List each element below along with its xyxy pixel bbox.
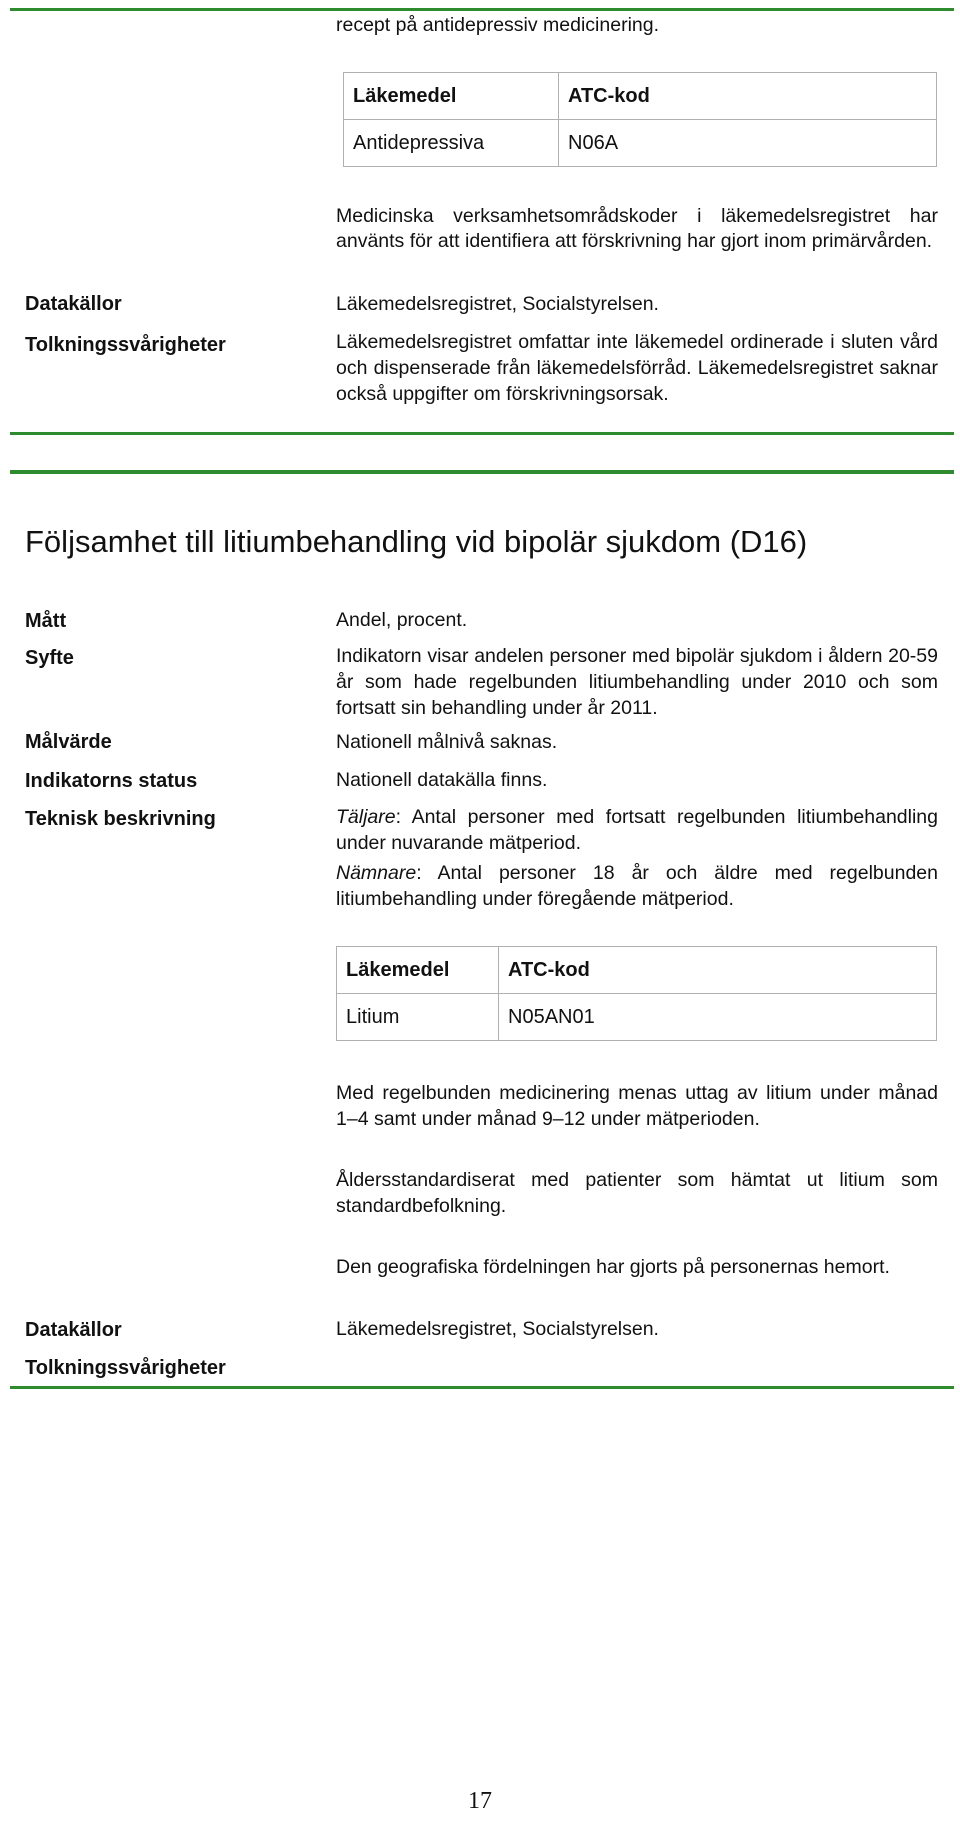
malvarde-label: Målvärde bbox=[25, 731, 112, 753]
table-cell: N06A bbox=[559, 120, 937, 167]
section-end-rule bbox=[10, 1386, 954, 1389]
table-cell: Litium bbox=[337, 994, 499, 1041]
medicinering-paragraph: Med regelbunden medicinering menas uttag av litium under månad 1–4 samt under månad 9–12 under mätperioden. bbox=[336, 1082, 938, 1130]
datakallor-text: Läkemedelsregistret, Socialstyrelsen. bbox=[336, 293, 659, 315]
status-label: Indikatorns status bbox=[25, 770, 198, 792]
top-rule bbox=[10, 8, 954, 11]
taljare-term: Täljare bbox=[336, 806, 396, 828]
tolkning-label-2: Tolkningssvårigheter bbox=[25, 1357, 226, 1379]
table-header-row bbox=[337, 947, 937, 994]
tolkning-label: Tolkningssvårigheter bbox=[25, 334, 226, 356]
geografisk-paragraph: Den geografiska fördelningen har gjorts på personernas hemort. bbox=[336, 1256, 890, 1278]
table-header-cell: Läkemedel bbox=[344, 73, 559, 120]
page-number: 17 bbox=[468, 1788, 492, 1814]
tolkning-text: Läkemedelsregistret omfattar inte läkemedel ordinerade i sluten vård och dispenserade från läkemedelsförråd. Läkemedelsregistret saknar också uppgifter om förskrivningsorsak. bbox=[336, 331, 938, 405]
table-header-cell: ATC-kod bbox=[499, 947, 937, 994]
matt-label: Mått bbox=[25, 610, 67, 632]
namnare-term: Nämnare bbox=[336, 862, 417, 884]
primarvard-paragraph: Medicinska verksamhetsområdskoder i läkemedelsregistret har använts för att identifiera att förskrivning har gjort inom primärvården. bbox=[336, 205, 938, 252]
atc-table-antidepressiva bbox=[343, 72, 937, 167]
status-text: Nationell datakälla finns. bbox=[336, 769, 548, 791]
syfte-label: Syfte bbox=[25, 647, 74, 669]
namnare-definition: : Antal personer 18 år och äldre med regelbunden litiumbehandling under föregående mätperiod. bbox=[336, 862, 938, 910]
aldersstandardiserat-paragraph: Åldersstandardiserat med patienter som hämtat ut litium som standardbefolkning. bbox=[336, 1169, 938, 1217]
datakallor-label-2: Datakällor bbox=[25, 1319, 122, 1341]
table-cell: N05AN01 bbox=[499, 994, 937, 1041]
table-header-cell: Läkemedel bbox=[337, 947, 499, 994]
block-end-rule bbox=[10, 432, 954, 435]
datakallor-text-2: Läkemedelsregistret, Socialstyrelsen. bbox=[336, 1318, 659, 1340]
malvarde-text: Nationell målnivå saknas. bbox=[336, 731, 558, 753]
datakallor-label: Datakällor bbox=[25, 293, 122, 315]
table-header-row bbox=[344, 73, 937, 120]
table-header-cell: ATC-kod bbox=[559, 73, 937, 120]
teknisk-label: Teknisk beskrivning bbox=[25, 808, 216, 830]
namnare-text bbox=[336, 860, 938, 912]
table-row bbox=[344, 120, 937, 167]
table-row bbox=[337, 994, 937, 1041]
matt-text: Andel, procent. bbox=[336, 609, 468, 631]
taljare-definition: : Antal personer med fortsatt regelbunden litiumbehandling under nuvarande mätperiod. bbox=[336, 806, 938, 854]
taljare-text bbox=[336, 804, 938, 856]
table-cell: Antidepressiva bbox=[344, 120, 559, 167]
section-title: Följsamhet till litiumbehandling vid bipolär sjukdom (D16) bbox=[25, 524, 808, 559]
intro-line: recept på antidepressiv medicinering. bbox=[336, 14, 660, 36]
section-top-rule bbox=[10, 470, 954, 474]
syfte-text: Indikatorn visar andelen personer med bipolär sjukdom i åldern 20-59 år som hade regelbunden litiumbehandling under 2010 och som fortsatt sin behandling under år 2011. bbox=[336, 645, 938, 719]
atc-table-litium bbox=[336, 946, 937, 1041]
